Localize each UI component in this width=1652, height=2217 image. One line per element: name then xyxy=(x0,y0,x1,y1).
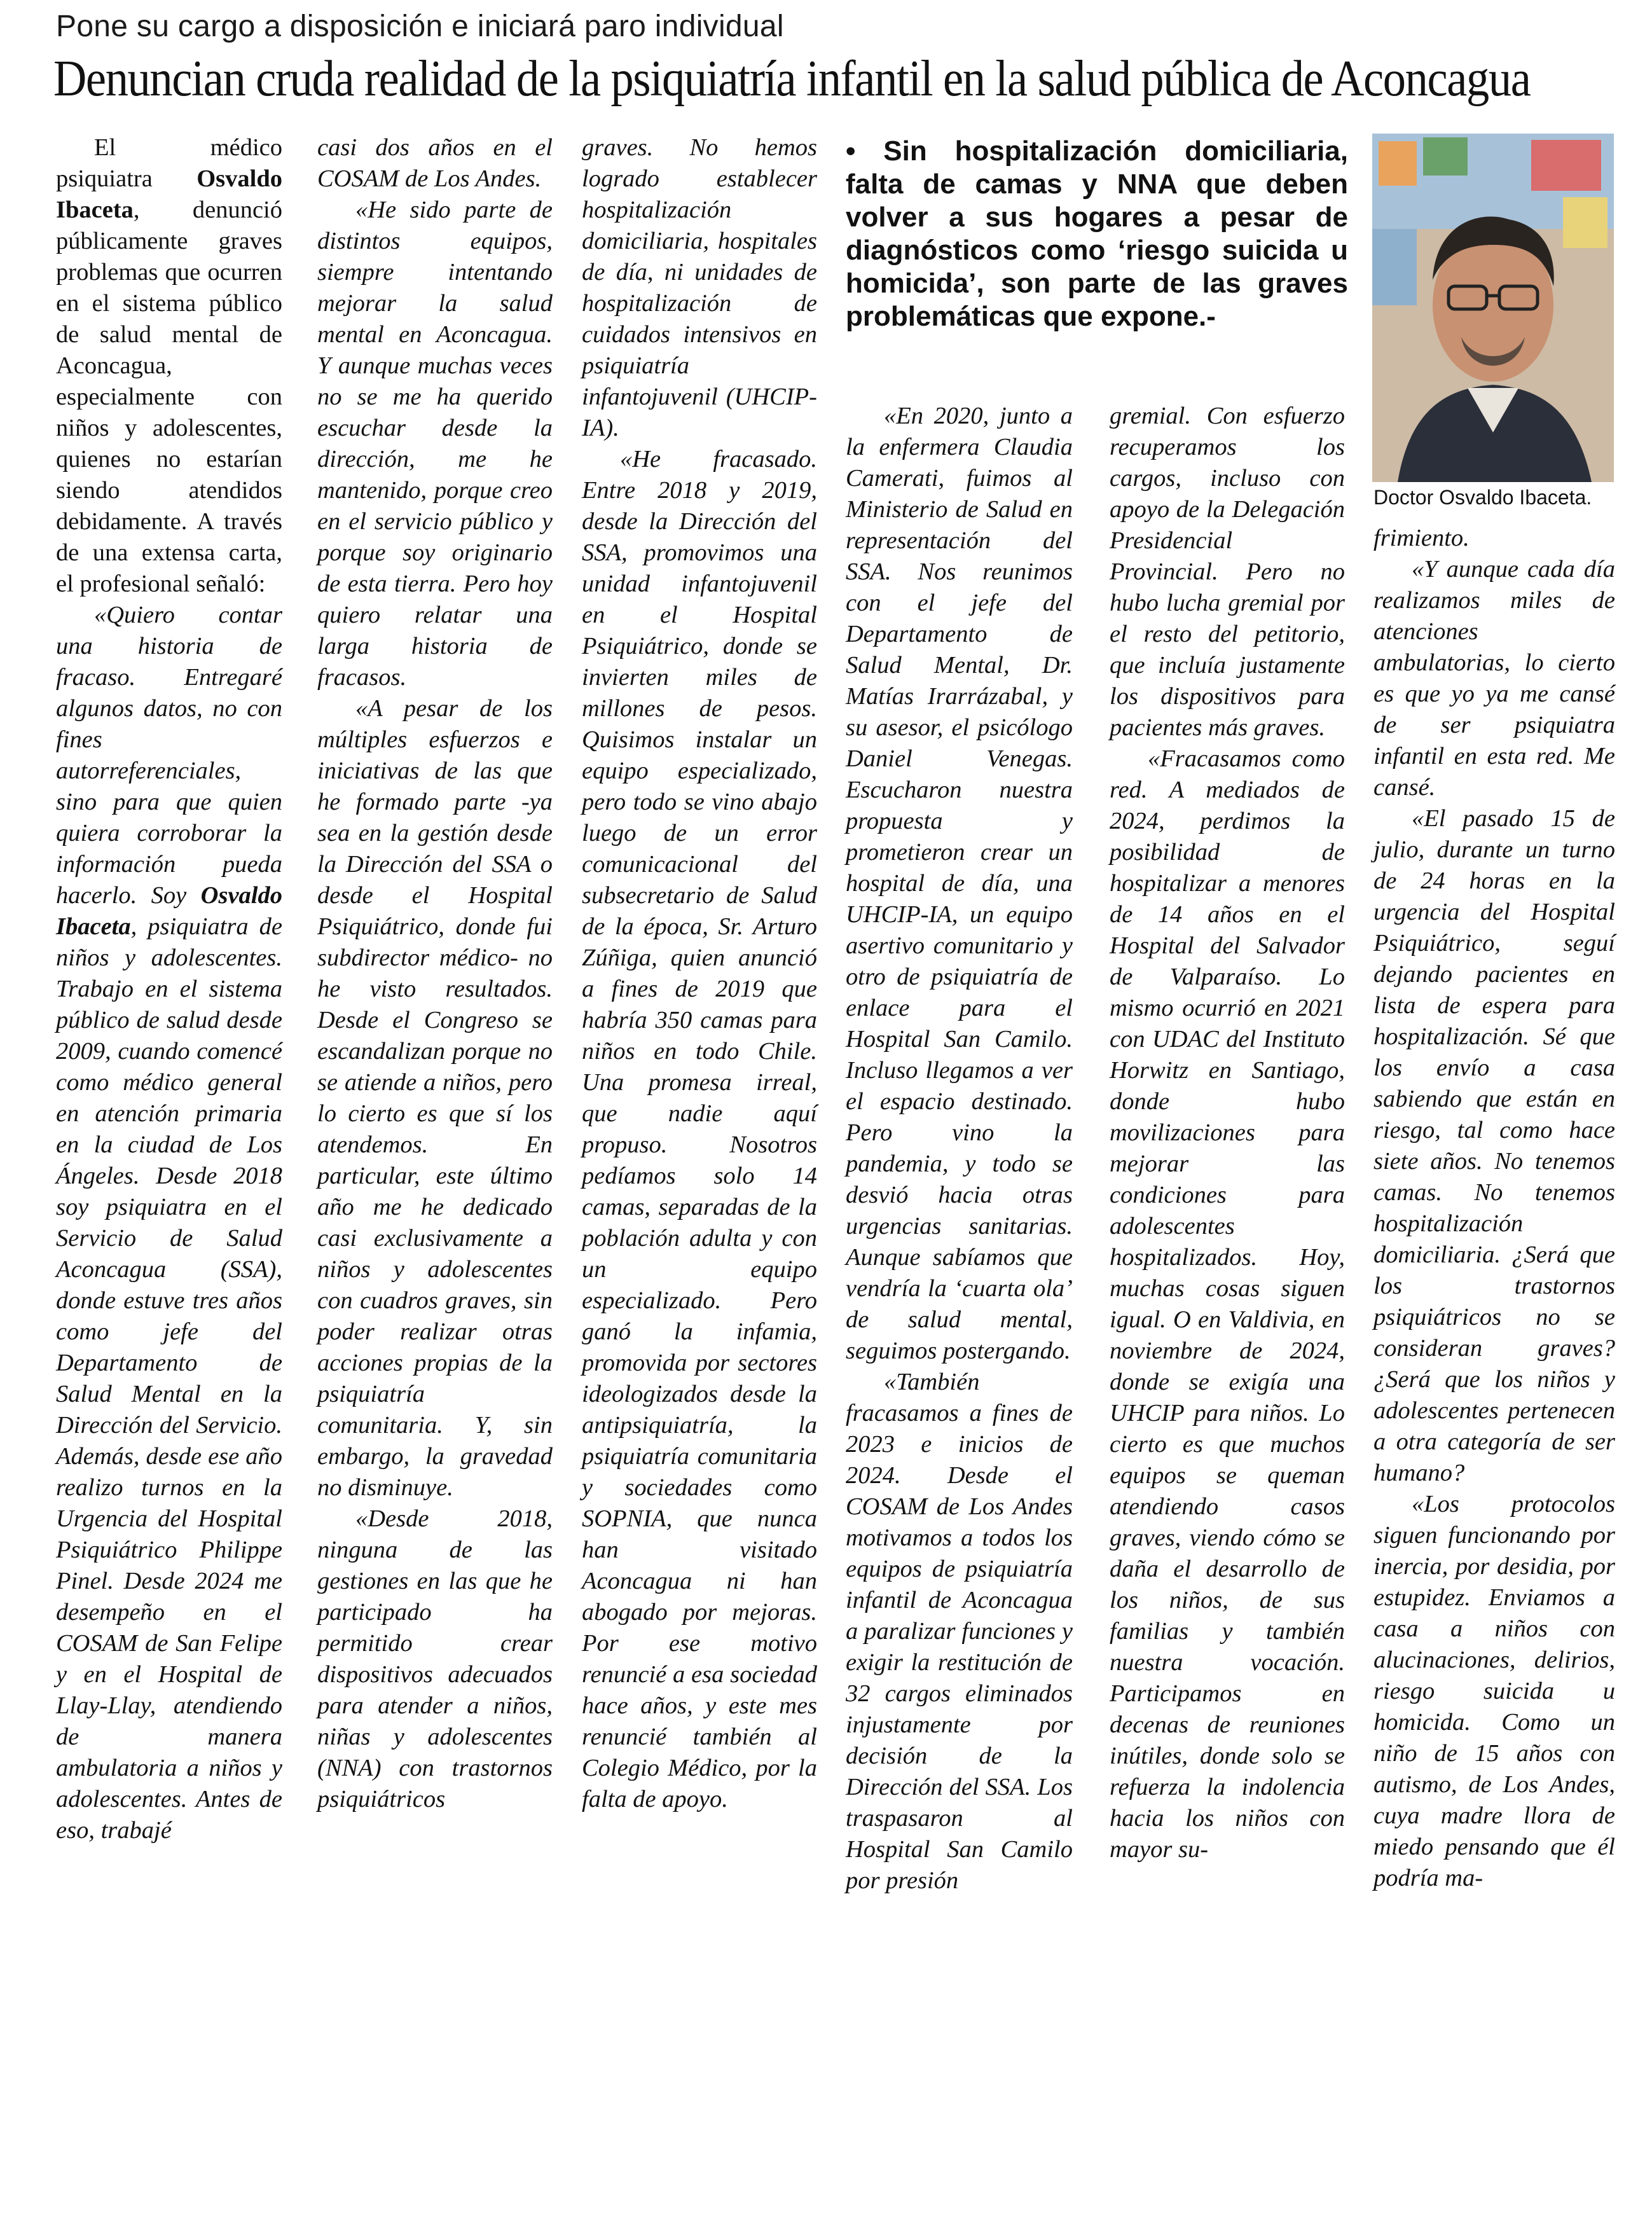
article-column-6 xyxy=(1373,523,1615,1894)
paragraph: «El pasado 15 de julio, durante un turno de 24 horas en la urgencia del Hospital Psiquiátrico, seguí dejando pacientes en lista de espera para hospitalización. Sé que los envío a casa sabiendo que están en riesgo, tal como hace siete años. No tenemos camas. No tenemos hospitalización domiciliaria. ¿Será que los trastornos psiquiátricos no se consideran graves? ¿Será que los niños y adolescentes pertenecen a otra categoría de ser humano? xyxy=(1373,805,1615,1486)
paragraph: casi dos años en el COSAM de Los Andes. xyxy=(317,134,553,192)
article-column-4 xyxy=(846,401,1073,1896)
paragraph: «He sido parte de distintos equipos, siempre intentando mejorar la salud mental en Aconcagua. Y aunque muchas veces no se me ha querido escuchar desde la dirección, me he mantenido, porque creo en el servicio público y porque soy originario de esta tierra. Pero hoy quiero relatar una larga historia de fracasos. xyxy=(317,197,553,691)
paragraph: graves. No hemos logrado establecer hospitalización domiciliaria, hospitales de día, ni unidades de hospitalización de cuidados intensivos en psiquiatría infantojuvenil (UHCIP-IA). xyxy=(582,134,817,441)
kicker: Pone su cargo a disposición e iniciará paro individual xyxy=(56,10,784,43)
paragraph: «Fracasamos como red. A mediados de 2024, perdimos la posibilidad de hospitalizar a menores de 14 años en el Hospital del Salvador de Valparaíso. Lo mismo ocurrió en 2021 con UDAC del Instituto Horwitz en Santiago, donde hubo movilizaciones para mejorar las condiciones para adolescentes hospitalizados. Hoy, muchas cosas siguen igual. O en Valdivia, en noviembre de 2024, donde se exigía una UHCIP para niños. Lo cierto es que muchos equipos se queman atendiendo casos graves, viendo cómo se daña el desarrollo de los niños, de sus familias y también nuestra vocación. Participamos en decenas de reuniones inútiles, donde solo se refuerza la indolencia hacia los niños con mayor su- xyxy=(1110,745,1345,1863)
article-column-2 xyxy=(317,132,553,1815)
article-column-1 xyxy=(56,132,282,1846)
headline: Denuncian cruda realidad de la psiquiatría infantil en la salud pública de Aconcagua xyxy=(53,51,1531,107)
paragraph: frimiento. xyxy=(1373,525,1470,551)
paragraph: El médico psiquiatra Osvaldo Ibaceta, denunció públicamente graves problemas que ocurren en el sistema público de salud mental de Aconcagua, especialmente con niños y adolescentes, quienes no estarían siendo atendidos debidamente. A través de una extensa carta, el profesional señaló: xyxy=(56,134,282,597)
article-column-3 xyxy=(582,132,817,1815)
paragraph: «Quiero contar una historia de fracaso. Entregaré algunos datos, no con fines autorreferenciales, sino para que quien quiera corroborar la información pueda hacerlo. Soy Osvaldo Ibaceta, psiquiatra de niños y adolescentes. Trabajo en el sistema público de salud desde 2009, cuando comencé como médico general en atención primaria en la ciudad de Los Ángeles. Desde 2018 soy psiquiatra en el Servicio de Salud Aconcagua (SSA), donde estuve tres años como jefe del Departamento de Salud Mental en la Dirección del Servicio. Además, desde ese año realizo turnos en la Urgencia del Hospital Psiquiátrico Philippe Pinel. Desde 2024 me desempeño en el COSAM de San Felipe y en el Hospital de Llay-Llay, atendiendo de manera ambulatoria a niños y adolescentes. Antes de eso, trabajé xyxy=(56,602,282,1844)
paragraph: gremial. Con esfuerzo recuperamos los cargos, incluso con apoyo de la Delegación Presidencial Provincial. Pero no hubo lucha gremial por el resto del petitorio, que incluía justamente los dispositivos para pacientes más graves. xyxy=(1110,403,1345,741)
paragraph: «También fracasamos a fines de 2023 e inicios de 2024. Desde el COSAM de Los Andes motivamos a todos los equipos de psiquiatría infantil de Aconcagua a paralizar funciones y exigir la restitución de 32 cargos eliminados injustamente por decisión de la Dirección del SSA. Los traspasaron al Hospital San Camilo por presión xyxy=(846,1369,1073,1894)
paragraph: «A pesar de los múltiples esfuerzos e iniciativas de las que he formado parte -ya sea en la gestión desde la Dirección del SSA o desde el Hospital Psiquiátrico, donde fui subdirector médico- no he visto resultados. Desde el Congreso se escandalizan porque no se atiende a niños, pero lo cierto es que sí los atendemos. En particular, este último año me he dedicado casi exclusivamente a niños y adolescentes con cuadros graves, sin poder realizar otras acciones propias de la psiquiatría comunitaria. Y, sin embargo, la gravedad no disminuye. xyxy=(317,695,553,1501)
photo-caption: Doctor Osvaldo Ibaceta. xyxy=(1373,486,1592,509)
paragraph: «Los protocolos siguen funcionando por inercia, por desidia, por estupidez. Enviamos a casa a niños con alucinaciones, delirios, riesgo suicida u homicida. Como un niño de 15 años con autismo, de Los Andes, cuya madre llora de miedo pensando que él podría ma- xyxy=(1373,1491,1615,1891)
paragraph: «He fracasado. Entre 2018 y 2019, desde la Dirección del SSA, promovimos una unidad infantojuvenil en el Hospital Psiquiátrico, donde se invierten miles de millones de pesos. Quisimos instalar un equipo especializado, pero todo se vino abajo luego de un error comunicacional del subsecretario de Salud de la época, Sr. Arturo Zúñiga, quien anunció a fines de 2019 que habría 350 camas para niños en todo Chile. Una promesa irreal, que nadie aquí propuso. Nosotros pedíamos solo 14 camas, separadas de la población adulta y con un equipo especializado. Pero ganó la infamia, promovida por sectores ideologizados desde la antipsiquiatría, la psiquiatría comunitaria y sociedades como SOPNIA, que nunca han visitado Aconcagua ni han abogado por mejoras. Por ese motivo renuncié a esa sociedad hace años, y este mes renuncié también al Colegio Médico, por la falta de apoyo. xyxy=(582,446,817,1813)
article-deck: • Sin hospitalización domiciliaria, falta de camas y NNA que deben volver a sus hogares a pesar de diagnósticos como ‘riesgo suicida u homicida’, son parte de las graves problemáticas que expone.- xyxy=(846,135,1348,332)
paragraph: «En 2020, junto a la enfermera Claudia Camerati, fuimos al Ministerio de Salud en representación del SSA. Nos reunimos con el jefe del Departamento de Salud Mental, Dr. Matías Irarrázabal, y su asesor, el psicólogo Daniel Venegas. Escucharon nuestra propuesta y prometieron crear un hospital de día, una UHCIP-IA, un equipo asertivo comunitario y otro de psiquiatría de enlace para el Hospital San Camilo. Incluso llegamos a ver el espacio destinado. Pero vino la pandemia, y todo se desvió hacia otras urgencias sanitarias. Aunque sabíamos que vendría la ‘cuarta ola’ de salud mental, seguimos postergando. xyxy=(846,403,1073,1364)
portrait-illustration xyxy=(1372,134,1614,482)
author-photo xyxy=(1372,134,1614,482)
paragraph: «Desde 2018, ninguna de las gestiones en las que he participado ha permitido crear dispositivos adecuados para atender a niños, niñas y adolescentes (NNA) con trastornos psiquiátricos xyxy=(317,1505,553,1813)
article-column-5 xyxy=(1110,401,1345,1865)
paragraph: «Y aunque cada día realizamos miles de atenciones ambulatorias, lo cierto es que yo ya me cansé de ser psiquiatra infantil en esta red. Me cansé. xyxy=(1373,556,1615,801)
